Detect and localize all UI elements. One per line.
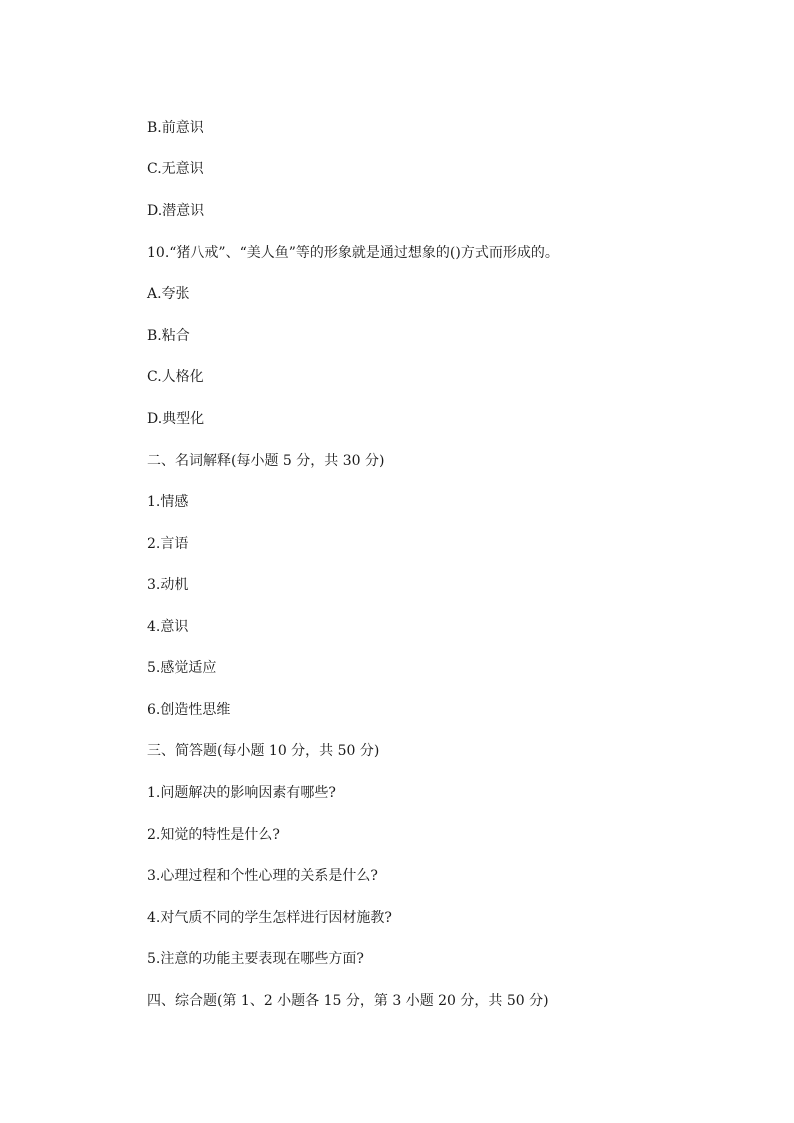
- term-item-1: 1.情感: [147, 494, 189, 510]
- option-b-preconscious: B.前意识: [147, 120, 204, 136]
- term-item-6: 6.创造性思维: [147, 702, 231, 718]
- option-a-exaggeration: A.夸张: [147, 286, 190, 302]
- short-answer-item-5: 5.注意的功能主要表现在哪些方面?: [147, 951, 364, 967]
- option-c-personification: C.人格化: [147, 369, 204, 385]
- option-b-agglutination: B.粘合: [147, 328, 190, 344]
- section-heading-short-answer: 三、简答题(每小题 10 分，共 50 分): [147, 743, 380, 759]
- section-heading-term-explanation: 二、名词解释(每小题 5 分，共 30 分): [147, 453, 385, 469]
- term-item-4: 4.意识: [147, 619, 189, 635]
- option-c-unconscious: C.无意识: [147, 161, 204, 177]
- question-10: 10.“猪八戒”、“美人鱼”等的形象就是通过想象的()方式而形成的。: [147, 245, 559, 261]
- short-answer-item-3: 3.心理过程和个性心理的关系是什么?: [147, 868, 378, 884]
- short-answer-item-1: 1.问题解决的影响因素有哪些?: [147, 785, 336, 801]
- term-item-3: 3.动机: [147, 577, 189, 593]
- option-d-subconscious: D.潜意识: [147, 203, 205, 219]
- section-heading-comprehensive: 四、综合题(第 1、2 小题各 15 分，第 3 小题 20 分，共 50 分): [147, 993, 549, 1009]
- option-d-typification: D.典型化: [147, 411, 205, 427]
- term-item-2: 2.言语: [147, 536, 189, 552]
- term-item-5: 5.感觉适应: [147, 660, 217, 676]
- short-answer-item-2: 2.知觉的特性是什么?: [147, 827, 280, 843]
- short-answer-item-4: 4.对气质不同的学生怎样进行因材施教?: [147, 910, 392, 926]
